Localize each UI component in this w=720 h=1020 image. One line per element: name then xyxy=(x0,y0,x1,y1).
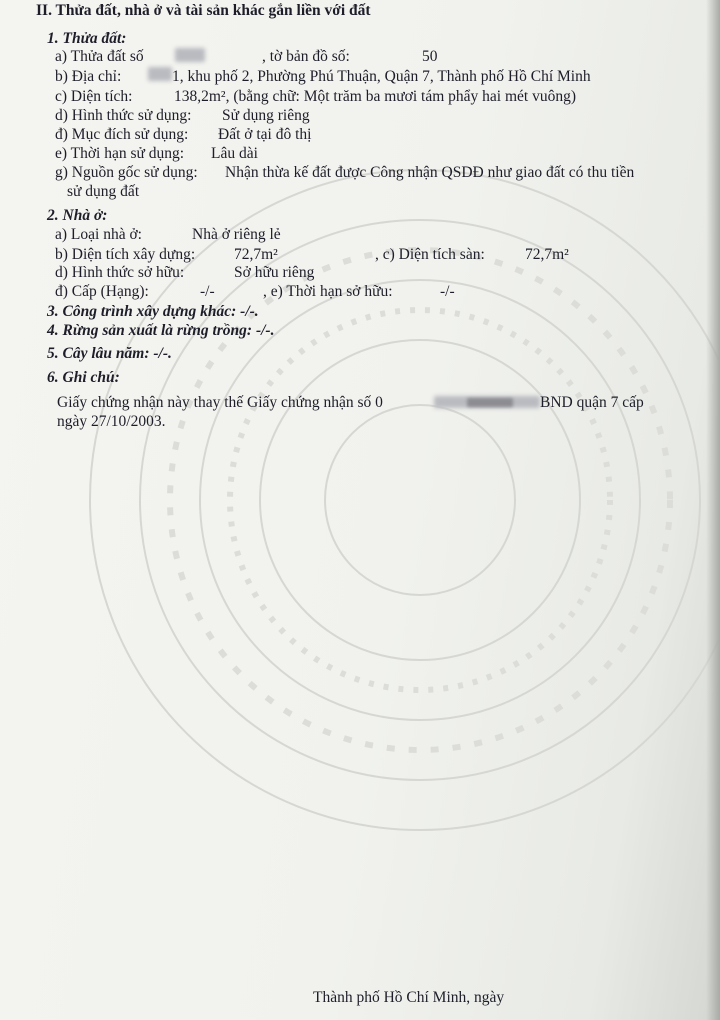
house-e-label: , e) Thời hạn sở hữu: xyxy=(263,283,393,300)
land-a-map-label: , tờ bản đồ số: xyxy=(262,48,350,65)
notes-line-1: Giấy chứng nhận này thay thế Giấy chứng nhận số 0 xyxy=(57,394,383,411)
item-4-production-forest: 4. Rừng sản xuất là rừng trồng: -/-. xyxy=(47,322,275,339)
item-3-other-construction: 3. Công trình xây dựng khác: -/-. xyxy=(47,303,259,320)
house-a-label: a) Loại nhà ở: xyxy=(55,226,142,243)
land-g-label: g) Nguồn gốc sử dụng: xyxy=(55,164,198,181)
land-use-form: Sử dụng riêng xyxy=(222,107,310,124)
land-address: 1, khu phố 2, Phường Phú Thuận, Quận 7, Thành phố Hồ Chí Minh xyxy=(172,68,591,85)
house-d-label: d) Hình thức sở hữu: xyxy=(55,264,185,281)
house-grade: -/- xyxy=(200,283,215,300)
house-ownership-term: -/- xyxy=(440,283,455,300)
land-e-label: e) Thời hạn sử dụng: xyxy=(55,145,185,162)
house-build-area: 72,7m² xyxy=(234,246,278,263)
land-b-label: b) Địa chỉ: xyxy=(55,68,122,85)
issue-place-visible: Thành phố Hồ Chí Minh, ngày xyxy=(313,989,505,1006)
land-c-label: c) Diện tích: xyxy=(55,88,133,105)
land-area: 138,2m², (bằng chữ: Một trăm ba mươi tám phẩy hai mét vuông) xyxy=(174,88,577,105)
redacted-parcel-number xyxy=(175,48,205,62)
house-heading: 2. Nhà ở: xyxy=(47,207,108,224)
land-use-term: Lâu dài xyxy=(211,145,258,162)
land-use-purpose: Đất ở tại đô thị xyxy=(218,126,312,143)
section-title: II. Thửa đất, nhà ở và tài sản khác gắn liền với đất xyxy=(36,2,371,19)
land-dd-label: đ) Mục đích sử dụng: xyxy=(55,126,189,143)
house-ownership: Sở hữu riêng xyxy=(234,264,315,281)
land-origin-cont: sử dụng đất xyxy=(67,183,140,200)
notes-line-1-tail: BND quận 7 cấp xyxy=(540,394,644,411)
house-type: Nhà ở riêng lẻ xyxy=(192,226,281,243)
page-edge-shadow xyxy=(706,0,720,1020)
land-origin: Nhận thừa kế đất được Công nhận QSDĐ như giao đất có thu tiền xyxy=(225,164,635,181)
land-d-label: d) Hình thức sử dụng: xyxy=(55,107,192,124)
house-dd-label: đ) Cấp (Hạng): xyxy=(55,283,149,300)
house-floor-area: 72,7m² xyxy=(525,246,569,263)
land-heading: 1. Thửa đất: xyxy=(47,30,127,47)
item-5-perennial-trees: 5. Cây lâu năm: -/-. xyxy=(47,345,172,362)
land-map-number: 50 xyxy=(422,48,438,65)
land-a-label: a) Thửa đất số xyxy=(55,48,144,65)
house-b-label: b) Diện tích xây dựng: xyxy=(55,246,196,263)
redacted-house-number xyxy=(148,67,172,81)
house-c-label: , c) Diện tích sàn: xyxy=(375,246,485,263)
notes-heading: 6. Ghi chú: xyxy=(47,369,120,386)
redacted-old-certificate-number-dark xyxy=(467,398,513,407)
notes-line-2: ngày 27/10/2003. xyxy=(57,413,166,430)
